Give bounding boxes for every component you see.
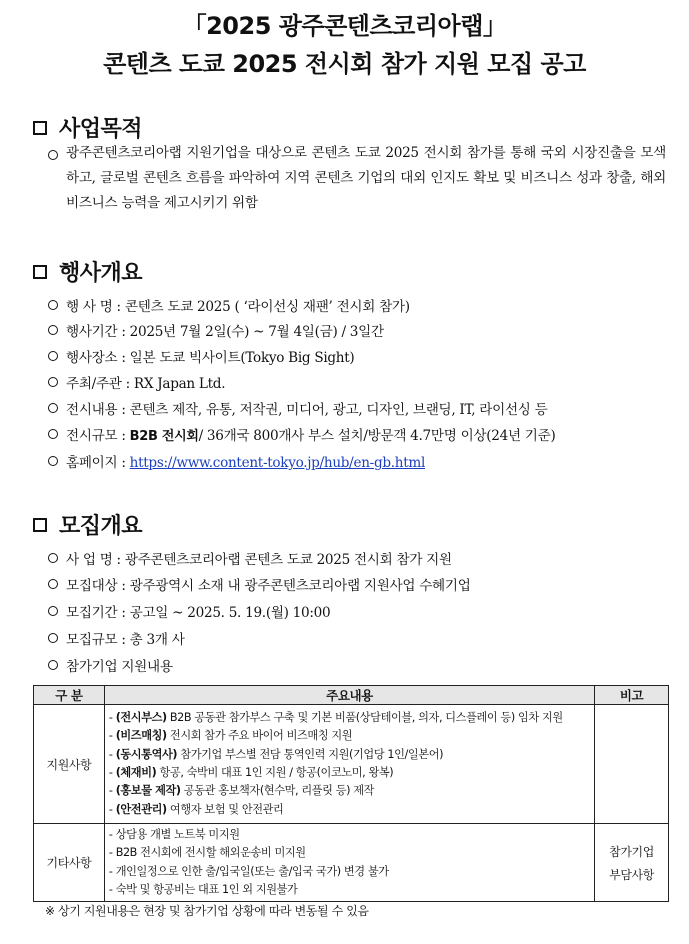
circle-bullet-icon xyxy=(48,579,58,589)
circle-bullet-icon xyxy=(48,553,58,563)
circle-bullet-icon xyxy=(48,377,58,387)
purpose-text: 광주콘텐츠코리아랩 지원기업을 대상으로 콘텐츠 도쿄 2025 전시회 참가를 통해 국외 시장진출을 모색하고, 글로벌 콘텐츠 흐름을 파악하여 지역 콘텐츠 기업의 대외 인지도 확보 및 비즈니스 성과 창출, 해외 비즈니스 능력을 제고시키기 위함 xyxy=(66,145,666,211)
header-category: 구 분 xyxy=(34,686,105,705)
list-item: - (홍보물 제작) 공동관 홍보책자(현수막, 리플릿 등) 제작 xyxy=(108,784,375,798)
list-item: - 상담용 개별 노트북 미지원 xyxy=(108,828,240,841)
circle-bullet-icon xyxy=(48,660,58,670)
table-header-row xyxy=(34,686,669,705)
recruit-item: 모집기간 : 공고일 ~ 2025. 5. 19.(월) 10:00 xyxy=(48,601,330,621)
table-row xyxy=(34,824,669,902)
event-item: 행 사 명 : 콘텐츠 도쿄 2025 ( ‘라이선싱 재팬’ 전시회 참가) xyxy=(48,295,410,315)
circle-bullet-icon xyxy=(48,150,58,160)
section-heading: 사업목적 xyxy=(59,117,143,142)
section-recruit xyxy=(33,509,142,540)
list-item: - (안전관리) 여행자 보험 및 안전관리 xyxy=(108,802,284,816)
homepage-link[interactable]: https://www.content-tokyo.jp/hub/en-gb.html xyxy=(129,455,426,471)
list-item: - (비즈매칭) 전시회 참가 주요 바이어 비즈매칭 지원 xyxy=(108,729,353,743)
checkbox-square-icon xyxy=(33,518,47,532)
event-item: 전시내용 : 콘텐츠 제작, 유통, 저작권, 미디어, 광고, 디자인, 브랜딩, IT, 라이선싱 등 xyxy=(48,398,547,418)
support-table xyxy=(33,685,669,902)
footnote: ※ 상기 지원내용은 현장 및 참가기업 상황에 따라 변동될 수 있음 xyxy=(45,904,369,918)
list-item: - B2B 전시회에 전시할 해외운송비 미지원 xyxy=(108,846,306,860)
title-line-2: 콘텐츠 도쿄 2025 전시회 참가 지원 모집 공고 xyxy=(103,50,586,78)
section-event xyxy=(33,256,142,287)
header-note: 비고 xyxy=(595,686,669,705)
section-purpose xyxy=(33,112,142,143)
list-item: - (동시통역사) 참가기업 부스별 전담 통역인력 지원(기업당 1인/일본어) xyxy=(108,747,444,761)
checkbox-square-icon xyxy=(33,121,47,135)
list-item: - 숙박 및 항공비는 대표 1인 외 지원불가 xyxy=(108,882,298,896)
event-item: 행사기간 : 2025년 7월 2일(수) ~ 7월 4일(금) / 3일간 xyxy=(48,320,384,340)
event-item: 행사장소 : 일본 도쿄 빅사이트(Tokyo Big Sight) xyxy=(48,346,354,366)
section-heading: 행사개요 xyxy=(59,261,143,286)
recruit-item: 모집대상 : 광주광역시 소재 내 광주콘텐츠코리아랩 지원사업 수혜기업 xyxy=(48,574,471,594)
category-support: 지원사항 xyxy=(34,705,105,824)
header-content: 주요내용 xyxy=(104,686,594,705)
list-item: - (체재비) 항공, 숙박비 대표 1인 지원 / 항공(이코노미, 왕복) xyxy=(108,766,394,779)
circle-bullet-icon xyxy=(48,429,58,439)
section-heading: 모집개요 xyxy=(59,514,143,539)
circle-bullet-icon xyxy=(48,300,58,310)
other-items xyxy=(104,824,594,902)
recruit-item: 모집규모 : 총 3개 사 xyxy=(48,628,185,648)
recruit-item: 참가기업 지원내용 xyxy=(48,655,173,675)
support-items xyxy=(104,705,594,824)
event-item: 주최/주관 : RX Japan Ltd. xyxy=(48,372,225,392)
table-row xyxy=(34,705,669,824)
category-other: 기타사항 xyxy=(34,824,105,902)
circle-bullet-icon xyxy=(48,403,58,413)
recruit-item: 사 업 명 : 광주콘텐츠코리아랩 콘텐츠 도쿄 2025 전시회 참가 지원 xyxy=(48,548,452,568)
list-item: - (전시부스) B2B 공동관 참가부스 구축 및 기본 비품(상담테이블, 의자, 디스플레이 등) 임차 지원 xyxy=(108,711,563,725)
list-item: - 개인일정으로 인한 출/입국일(또는 출/입국 국가) 변경 불가 xyxy=(108,864,389,878)
circle-bullet-icon xyxy=(48,606,58,616)
circle-bullet-icon xyxy=(48,456,58,466)
circle-bullet-icon xyxy=(48,633,58,643)
checkbox-square-icon xyxy=(33,265,47,279)
circle-bullet-icon xyxy=(48,325,58,335)
note-support xyxy=(595,705,669,824)
note-other: 참가기업 부담사항 xyxy=(595,824,669,902)
event-item-scale: 전시규모 : B2B 전시회/ 36개국 800개사 부스 설치/방문객 4.7만명 이상(24년 기준) xyxy=(48,424,555,444)
event-item-homepage: 홈페이지 : https://www.content-tokyo.jp/hub/en-gb.html xyxy=(48,451,425,471)
title-line-1: 「2025 광주콘텐츠코리아랩」 xyxy=(182,12,507,40)
circle-bullet-icon xyxy=(48,351,58,361)
